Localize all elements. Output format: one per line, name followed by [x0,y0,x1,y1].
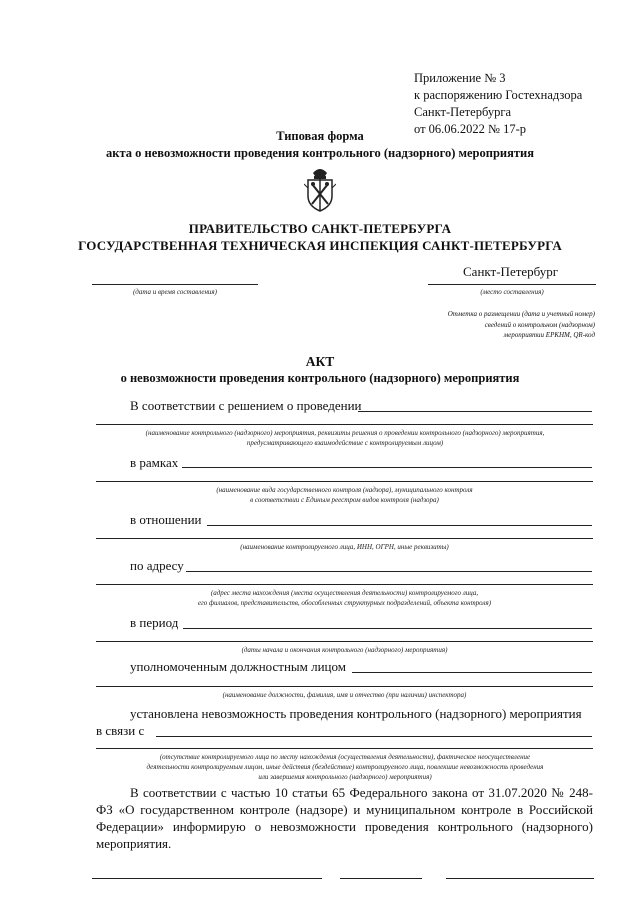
address-field-line[interactable] [186,571,592,572]
act-title: АКТ [305,354,335,369]
regard-field-line-2[interactable] [96,538,593,539]
place-caption: (место составления) [480,288,544,296]
org-government: ПРАВИТЕЛЬСТВО САНКТ-ПЕТЕРБУРГА [188,221,452,236]
regard-label: в отношении [130,512,202,527]
period-label: в период [130,615,179,630]
reason-label: в связи с [96,723,145,738]
form-title: Типовая форма [276,129,364,143]
scope-caption-line-2: в соответствии с Единым реестром видов контроля (надзора) [250,496,439,504]
appendix-line-2: к распоряжению Гостехнадзора [414,88,583,102]
date-caption: (дата и время составления) [132,288,218,296]
decision-caption-line-2: предусматривающего взаимодействие с контролируемым лицом) [246,439,444,447]
address-label: по адресу [130,558,184,573]
regard-caption: (наименование контролируемого лица, ИНН, ОГРН, иные реквизиты) [240,543,449,551]
signature-position-line[interactable] [92,878,322,879]
scope-caption-line-1: (наименование вида государственного контроля (надзора), муниципального контроля [216,486,473,494]
date-field-line[interactable] [92,284,258,285]
decision-label: В соответствии с решением о проведении [130,398,362,413]
regard-field-line[interactable] [207,525,592,526]
address-caption [96,588,593,608]
signature-line[interactable] [340,878,422,879]
address-caption-line-1: (адрес места нахождения (места осуществления деятельности) контролируемого лица, [210,589,479,597]
reason-caption-line-3: или завершения контрольного (надзорного) мероприятия) [258,773,432,781]
period-field-line[interactable] [183,628,592,629]
address-caption-line-2: его филиалов, представительств, обособленных структурных подразделений, объекта контроля) [197,599,492,607]
decision-caption-line-1: (наименование контрольного (надзорного) мероприятия, реквизиты решения о проведении контрольного (надзорного) мероприятия, [145,429,545,437]
official-label: уполномоченным должностным лицом [130,659,346,674]
established-text: установлена невозможность проведения контрольного (надзорного) мероприятия [130,706,582,721]
appendix-reference [414,70,582,138]
coat-of-arms-icon [304,164,336,214]
reason-caption-line-2: деятельности контролируемым лицом, иные действия (бездействие) контролируемого лица, повлекшие невозможность проведения [146,763,544,771]
official-caption: (наименование должности, фамилия, имя и отчество (при наличии) инспектора) [222,691,467,699]
appendix-line-4: от 06.06.2022 № 17-р [414,122,527,136]
place-value: Санкт-Петербург [463,264,559,279]
decision-caption [60,428,630,448]
scope-label: в рамках [130,455,179,470]
decision-field-line[interactable] [358,411,592,412]
decision-field-line-2[interactable] [96,424,593,425]
official-field-line[interactable] [352,672,592,673]
org-inspection: ГОСУДАРСТВЕННАЯ ТЕХНИЧЕСКАЯ ИНСПЕКЦИЯ САНКТ-ПЕТЕРБУРГА [78,238,562,253]
erknm-note [330,309,595,341]
reason-field-line-2[interactable] [96,748,593,749]
appendix-line-3: Санкт-Петербурга [414,105,512,119]
period-field-line-2[interactable] [96,641,593,642]
form-subtitle: акта о невозможности проведения контрольного (надзорного) мероприятия [106,146,534,160]
period-caption: (даты начала и окончания контрольного (надзорного) мероприятия) [241,646,448,654]
place-field-line[interactable] [428,284,596,285]
official-field-line-2[interactable] [96,686,593,687]
erknm-note-line-1: Отметка о размещении (дата и учетный номер) [447,310,595,318]
address-field-line-2[interactable] [96,584,593,585]
law-paragraph: В соответствии с частью 10 статьи 65 Федерального закона от 31.07.2020 № 248-ФЗ «О государственном контроле (надзоре) и муниципальном контроле в Российской Федерации» информирую о невозможности проведения контрольного (надзорного) мероприятия. [96,785,593,851]
appendix-line-1: Приложение № 3 [414,71,506,85]
scope-field-line[interactable] [182,467,592,468]
signature-name-line[interactable] [446,878,594,879]
erknm-note-line-3: мероприятии ЕРКНМ, QR-код [503,331,595,339]
reason-field-line[interactable] [156,736,592,737]
reason-caption-line-1: (отсутствие контролируемого лица по месту нахождения (осуществления деятельности), фактическое неосуществление [159,753,531,761]
erknm-note-line-2: сведений о контрольном (надзорном) [484,320,595,329]
scope-field-line-2[interactable] [96,481,593,482]
scope-caption [96,485,593,505]
reason-caption [70,752,620,782]
act-subtitle: о невозможности проведения контрольного (надзорного) мероприятия [120,371,520,385]
